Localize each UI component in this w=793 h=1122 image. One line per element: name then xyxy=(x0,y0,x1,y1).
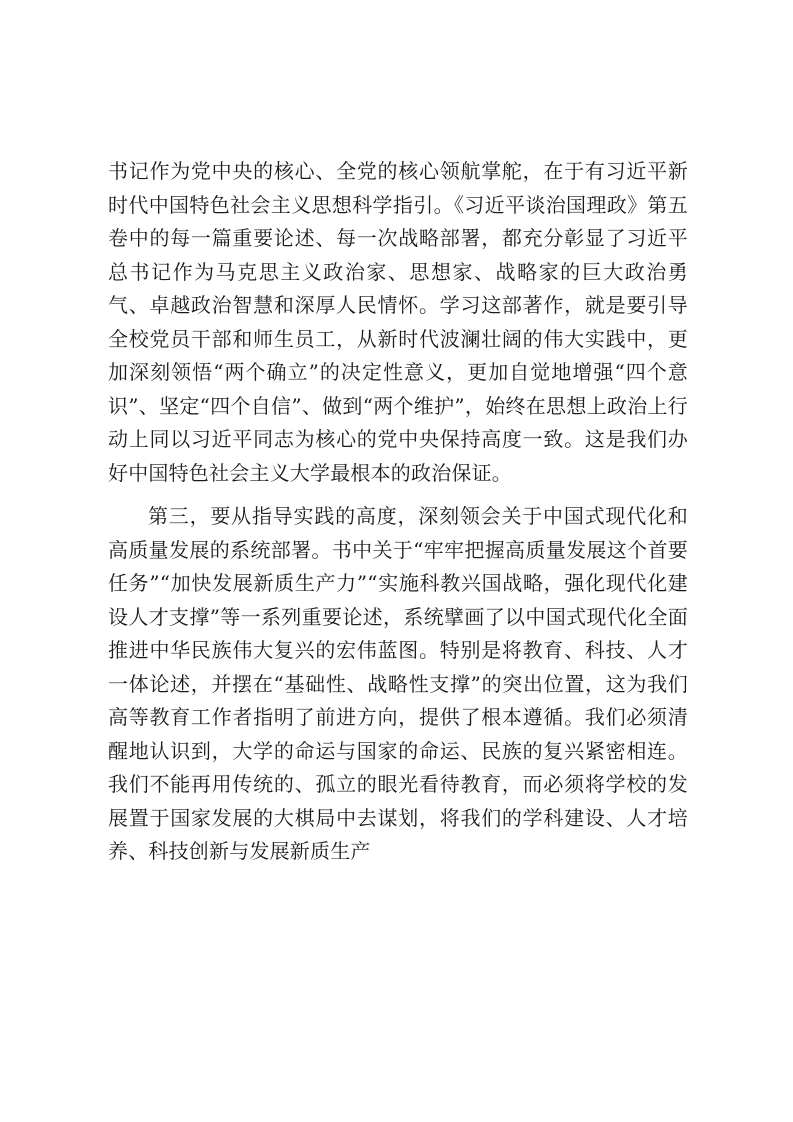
paragraph-point-three: 第三，要从指导实践的高度，深刻领会关于中国式现代化和高质量发展的系统部署。书中关于“牢牢把握高质量发展这个首要任务”“加快发展新质生产力”“实施科教兴国战略，强化现代化建设人才支撑”等一系列重要论述，系统擘画了以中国式现代化全面推进中华民族伟大复兴的宏伟蓝图。特别是将教育、科技、人才一体论述，并摆在“基础性、战略性支撑”的突出位置，这为我们高等教育工作者指明了前进方向，提供了根本遵循。我们必须清醒地认识到，大学的命运与国家的命运、民族的复兴紧密相连。我们不能再用传统的、孤立的眼光看待教育，而必须将学校的发展置于国家发展的大棋局中去谋划，将我们的学科建设、人才培养、科技创新与发展新质生产 xyxy=(108,504,688,863)
document-body xyxy=(108,155,688,879)
paragraph-continued: 书记作为党中央的核心、全党的核心领航掌舵，在于有习近平新时代中国特色社会主义思想科学指引。《习近平谈治国理政》第五卷中的每一篇重要论述、每一次战略部署，都充分彰显了习近平总书记作为马克思主义政治家、思想家、战略家的巨大政治勇气、卓越政治智慧和深厚人民情怀。学习这部著作，就是要引导全校党员干部和师生员工，从新时代波澜壮阔的伟大实践中，更加深刻领悟“两个确立”的决定性意义，更加自觉地增强“四个意识”、坚定“四个自信”、做到“两个维护”，始终在思想上政治上行动上同以习近平同志为核心的党中央保持高度一致。这是我们办好中国特色社会主义大学最根本的政治保证。 xyxy=(108,159,688,485)
